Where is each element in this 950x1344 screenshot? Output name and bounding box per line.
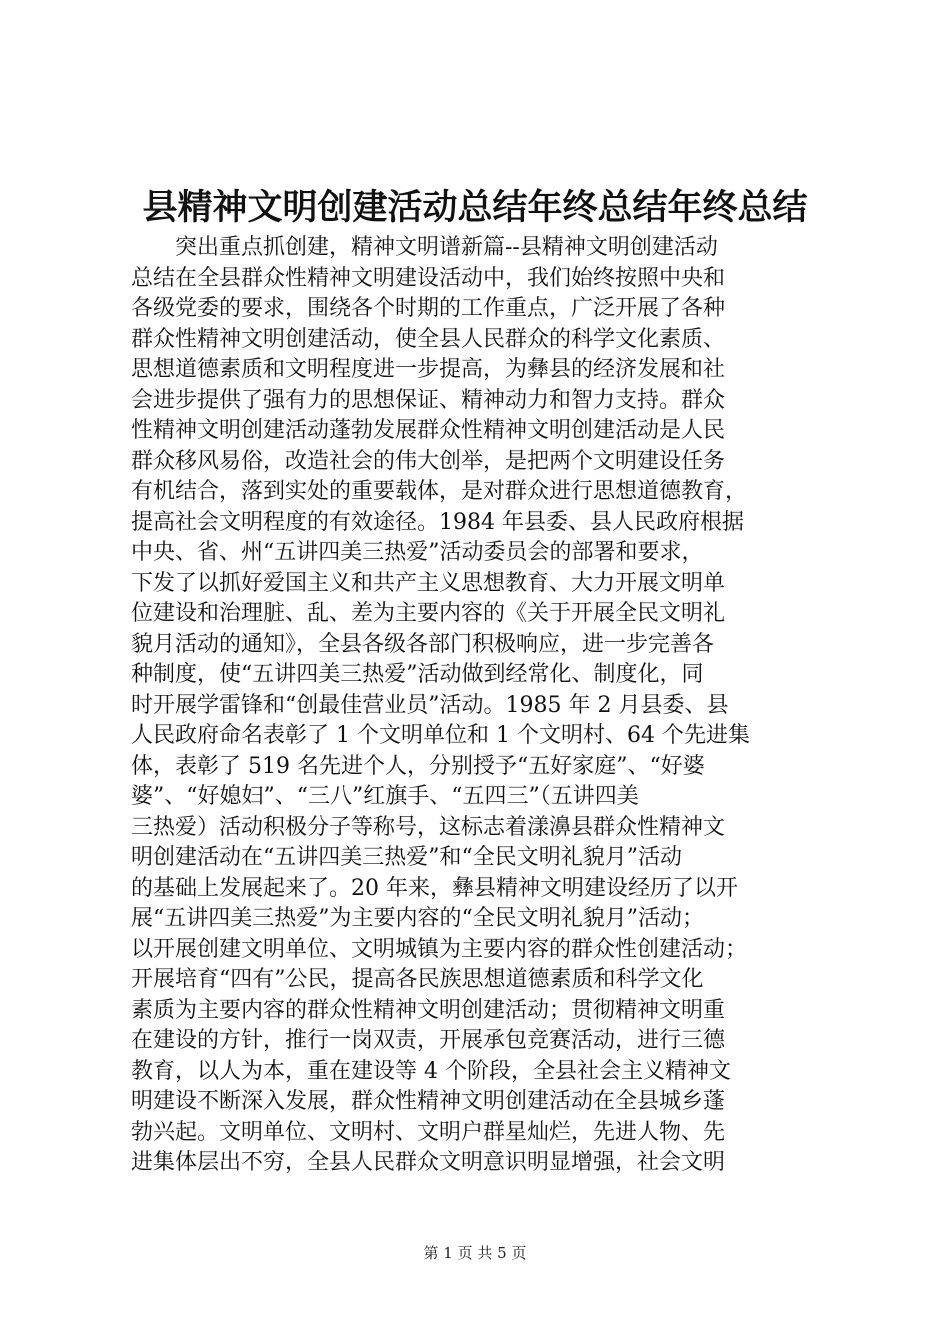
body-line: 会进步提供了强有力的思想保证、精神动力和智力支持。群众 bbox=[131, 387, 726, 413]
body-line: 群众性精神文明创建活动，使全县人民群众的科学文化素质、 bbox=[131, 326, 726, 352]
body-line: 中央、省、州“五讲四美三热爱”活动委员会的部署和要求， bbox=[131, 540, 704, 565]
body-line: 在建设的方针，推行一岗双责，开展承包竞赛活动，进行三德 bbox=[131, 1028, 726, 1053]
body-line: 种制度，使“五讲四美三热爱”活动做到经常化、制度化，同 bbox=[131, 662, 704, 687]
body-line: 进集体层出不穷，全县人民群众文明意识明显增强，社会文明 bbox=[131, 1150, 726, 1175]
document-body bbox=[131, 233, 843, 1179]
page-number-footer: 第 1 页 共 5 页 bbox=[423, 1244, 527, 1262]
body-line: 婆”、“好媳妇”、“三八”红旗手、“五四三”（五讲四美 bbox=[131, 784, 639, 809]
body-line: 有机结合，落到实处的重要载体，是对群众进行思想道德教育， bbox=[131, 479, 748, 504]
body-line: 提高社会文明程度的有效途径。1984 年县委、县人民政府根据 bbox=[131, 509, 744, 535]
body-line: 明建设不断深入发展，群众性精神文明创建活动在全县城乡蓬 bbox=[131, 1089, 726, 1114]
body-line: 下发了以抓好爱国主义和共产主义思想教育、大力开展文明单 bbox=[131, 570, 726, 596]
body-line: 各级党委的要求，围绕各个时期的工作重点，广泛开展了各种 bbox=[131, 296, 726, 321]
body-line: 思想道德素质和文明程度进一步提高，为彝县的经济发展和社 bbox=[131, 357, 726, 382]
body-line: 性精神文明创建活动蓬勃发展群众性精神文明创建活动是人民 bbox=[131, 418, 726, 443]
body-line: 人民政府命名表彰了 1 个文明单位和 1 个文明村、64 个先进集 bbox=[131, 723, 750, 748]
document-title: 县精神文明创建活动总结年终总结年终总结 bbox=[142, 188, 808, 228]
body-line: 突出重点抓创建，精神文明谱新篇--县精神文明创建活动 bbox=[131, 235, 718, 260]
body-line: 以开展创建文明单位、文明城镇为主要内容的群众性创建活动； bbox=[131, 936, 748, 962]
body-line: 位建设和治理脏、乱、差为主要内容的《关于开展全民文明礼 bbox=[131, 601, 726, 626]
body-line: 教育，以人为本，重在建设等 4 个阶段，全县社会主义精神文 bbox=[131, 1058, 731, 1084]
body-line: 开展培育“四有”公民，提高各民族思想道德素质和科学文化 bbox=[131, 967, 704, 992]
body-line: 貌月活动的通知》，全县各级各部门积极响应，进一步完善各 bbox=[131, 631, 715, 657]
body-line: 总结在全县群众性精神文明建设活动中，我们始终按照中央和 bbox=[131, 265, 726, 291]
body-line: 明创建活动在“五讲四美三热爱”和“全民文明礼貌月”活动 bbox=[131, 845, 682, 870]
body-line: 的基础上发展起来了。20 年来，彝县精神文明建设经历了以开 bbox=[131, 875, 738, 901]
body-line: 素质为主要内容的群众性精神文明创建活动；贯彻精神文明重 bbox=[131, 997, 726, 1023]
body-line: 群众移风易俗，改造社会的伟大创举，是把两个文明建设任务 bbox=[131, 448, 726, 474]
body-line: 三热爱）活动积极分子等称号，这标志着漾濞县群众性精神文 bbox=[131, 814, 726, 840]
body-line: 展“五讲四美三热爱”为主要内容的“全民文明礼貌月”活动； bbox=[131, 906, 704, 931]
body-line: 时开展学雷锋和“创最佳营业员”活动。1985 年 2 月县委、县 bbox=[131, 692, 729, 718]
body-line: 体，表彰了 519 名先进个人，分别授予“五好家庭”、“好婆 bbox=[131, 753, 705, 779]
body-line: 勃兴起。文明单位、文明村、文明户群星灿烂，先进人物、先 bbox=[131, 1119, 726, 1145]
